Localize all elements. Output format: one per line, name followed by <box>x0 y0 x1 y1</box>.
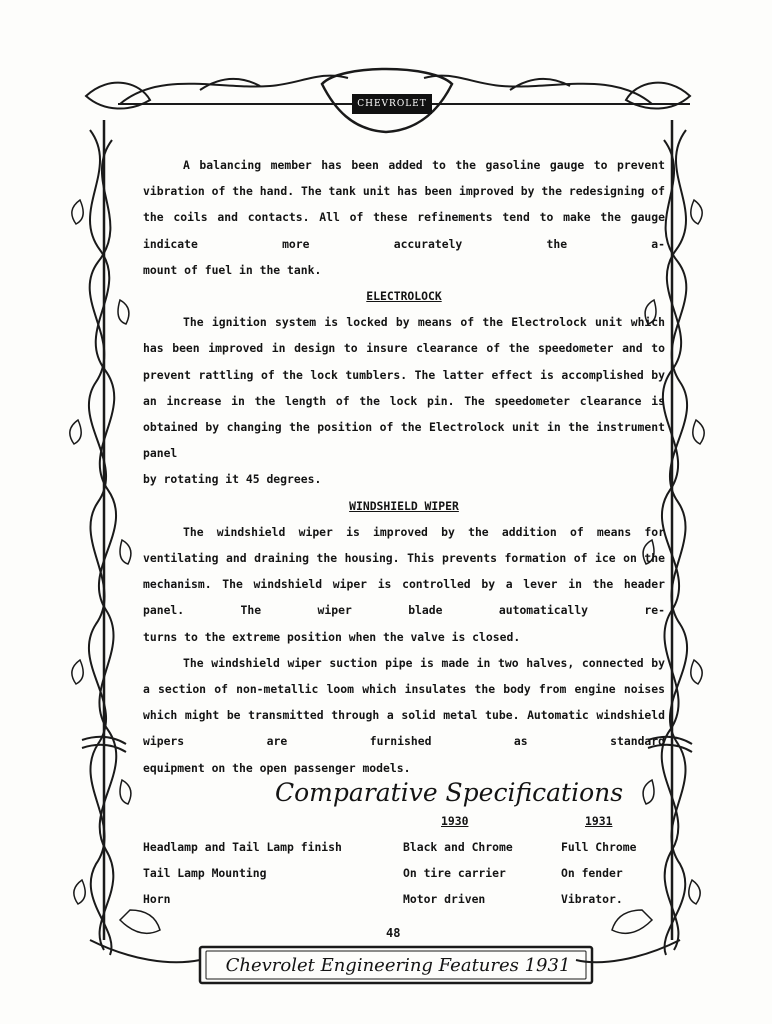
chevrolet-logo-badge: CHEVROLET <box>352 94 432 114</box>
paragraph: by rotating it 45 degrees. <box>143 472 322 487</box>
paragraph: A balancing member has been added to the gasoline gauge to prevent vibration of the hand. The tank unit has been improved by the redesigning of the coils and contacts. All of these refinements tend to make the gauge indicate more accurately the a- <box>143 158 665 251</box>
year-1931-header: 1931 <box>585 814 613 828</box>
spec-row <box>143 834 663 860</box>
spec-1931-value: Vibrator. <box>561 892 623 906</box>
paragraph: The windshield wiper suction pipe is made in two halves, connected by a section of non-metallic loom which insulates the body from engine noises which might be transmitted through a solid metal tube. Automatic windshield wipers are furnished as standard <box>143 655 665 749</box>
spec-item: Tail Lamp Mounting <box>143 866 267 880</box>
paragraph: The ignition system is locked by means of the Electrolock unit which has been improved in design to insure clearance of the speedometer and to prevent rattling of the lock tumblers. The latter effect is accomplished by an increase in the length of the lock pin. The speedometer clearance is obtained by changing the position of the Electrolock unit in the instrument panel <box>143 315 665 461</box>
section-heading: ELECTROLOCK <box>366 289 442 304</box>
spec-1930-value: Black and Chrome <box>403 840 513 854</box>
spec-row <box>143 860 663 886</box>
spec-1930-value: On tire carrier <box>403 866 506 880</box>
spec-header-row <box>143 808 663 834</box>
paragraph: mount of fuel in the tank. <box>143 262 322 277</box>
spec-item: Horn <box>143 892 171 906</box>
spec-item: Headlamp and Tail Lamp finish <box>143 840 342 854</box>
body-text <box>143 152 665 781</box>
comparative-specifications-table <box>143 808 663 912</box>
paragraph: equipment on the open passenger models. <box>143 760 411 775</box>
page-number: 48 <box>386 926 401 940</box>
comparative-specifications-title: Comparative Specifications <box>275 778 624 807</box>
footer-banner: Chevrolet Engineering Features 1931 <box>225 954 571 976</box>
spec-row <box>143 886 663 912</box>
spec-1931-value: On fender <box>561 866 623 880</box>
paragraph: The windshield wiper is improved by the addition of means for ventilating and draining the housing. This prevents formation of ice on the mechanism. The windshield wiper is controlled by a lever in the header panel. The wiper blade automatically re- <box>143 524 665 618</box>
section-heading: WINDSHIELD WIPER <box>349 498 459 513</box>
spec-1931-value: Full Chrome <box>561 840 637 854</box>
paragraph: turns to the extreme position when the valve is closed. <box>143 629 521 644</box>
year-1930-header: 1930 <box>441 814 469 828</box>
spec-1930-value: Motor driven <box>403 892 486 906</box>
